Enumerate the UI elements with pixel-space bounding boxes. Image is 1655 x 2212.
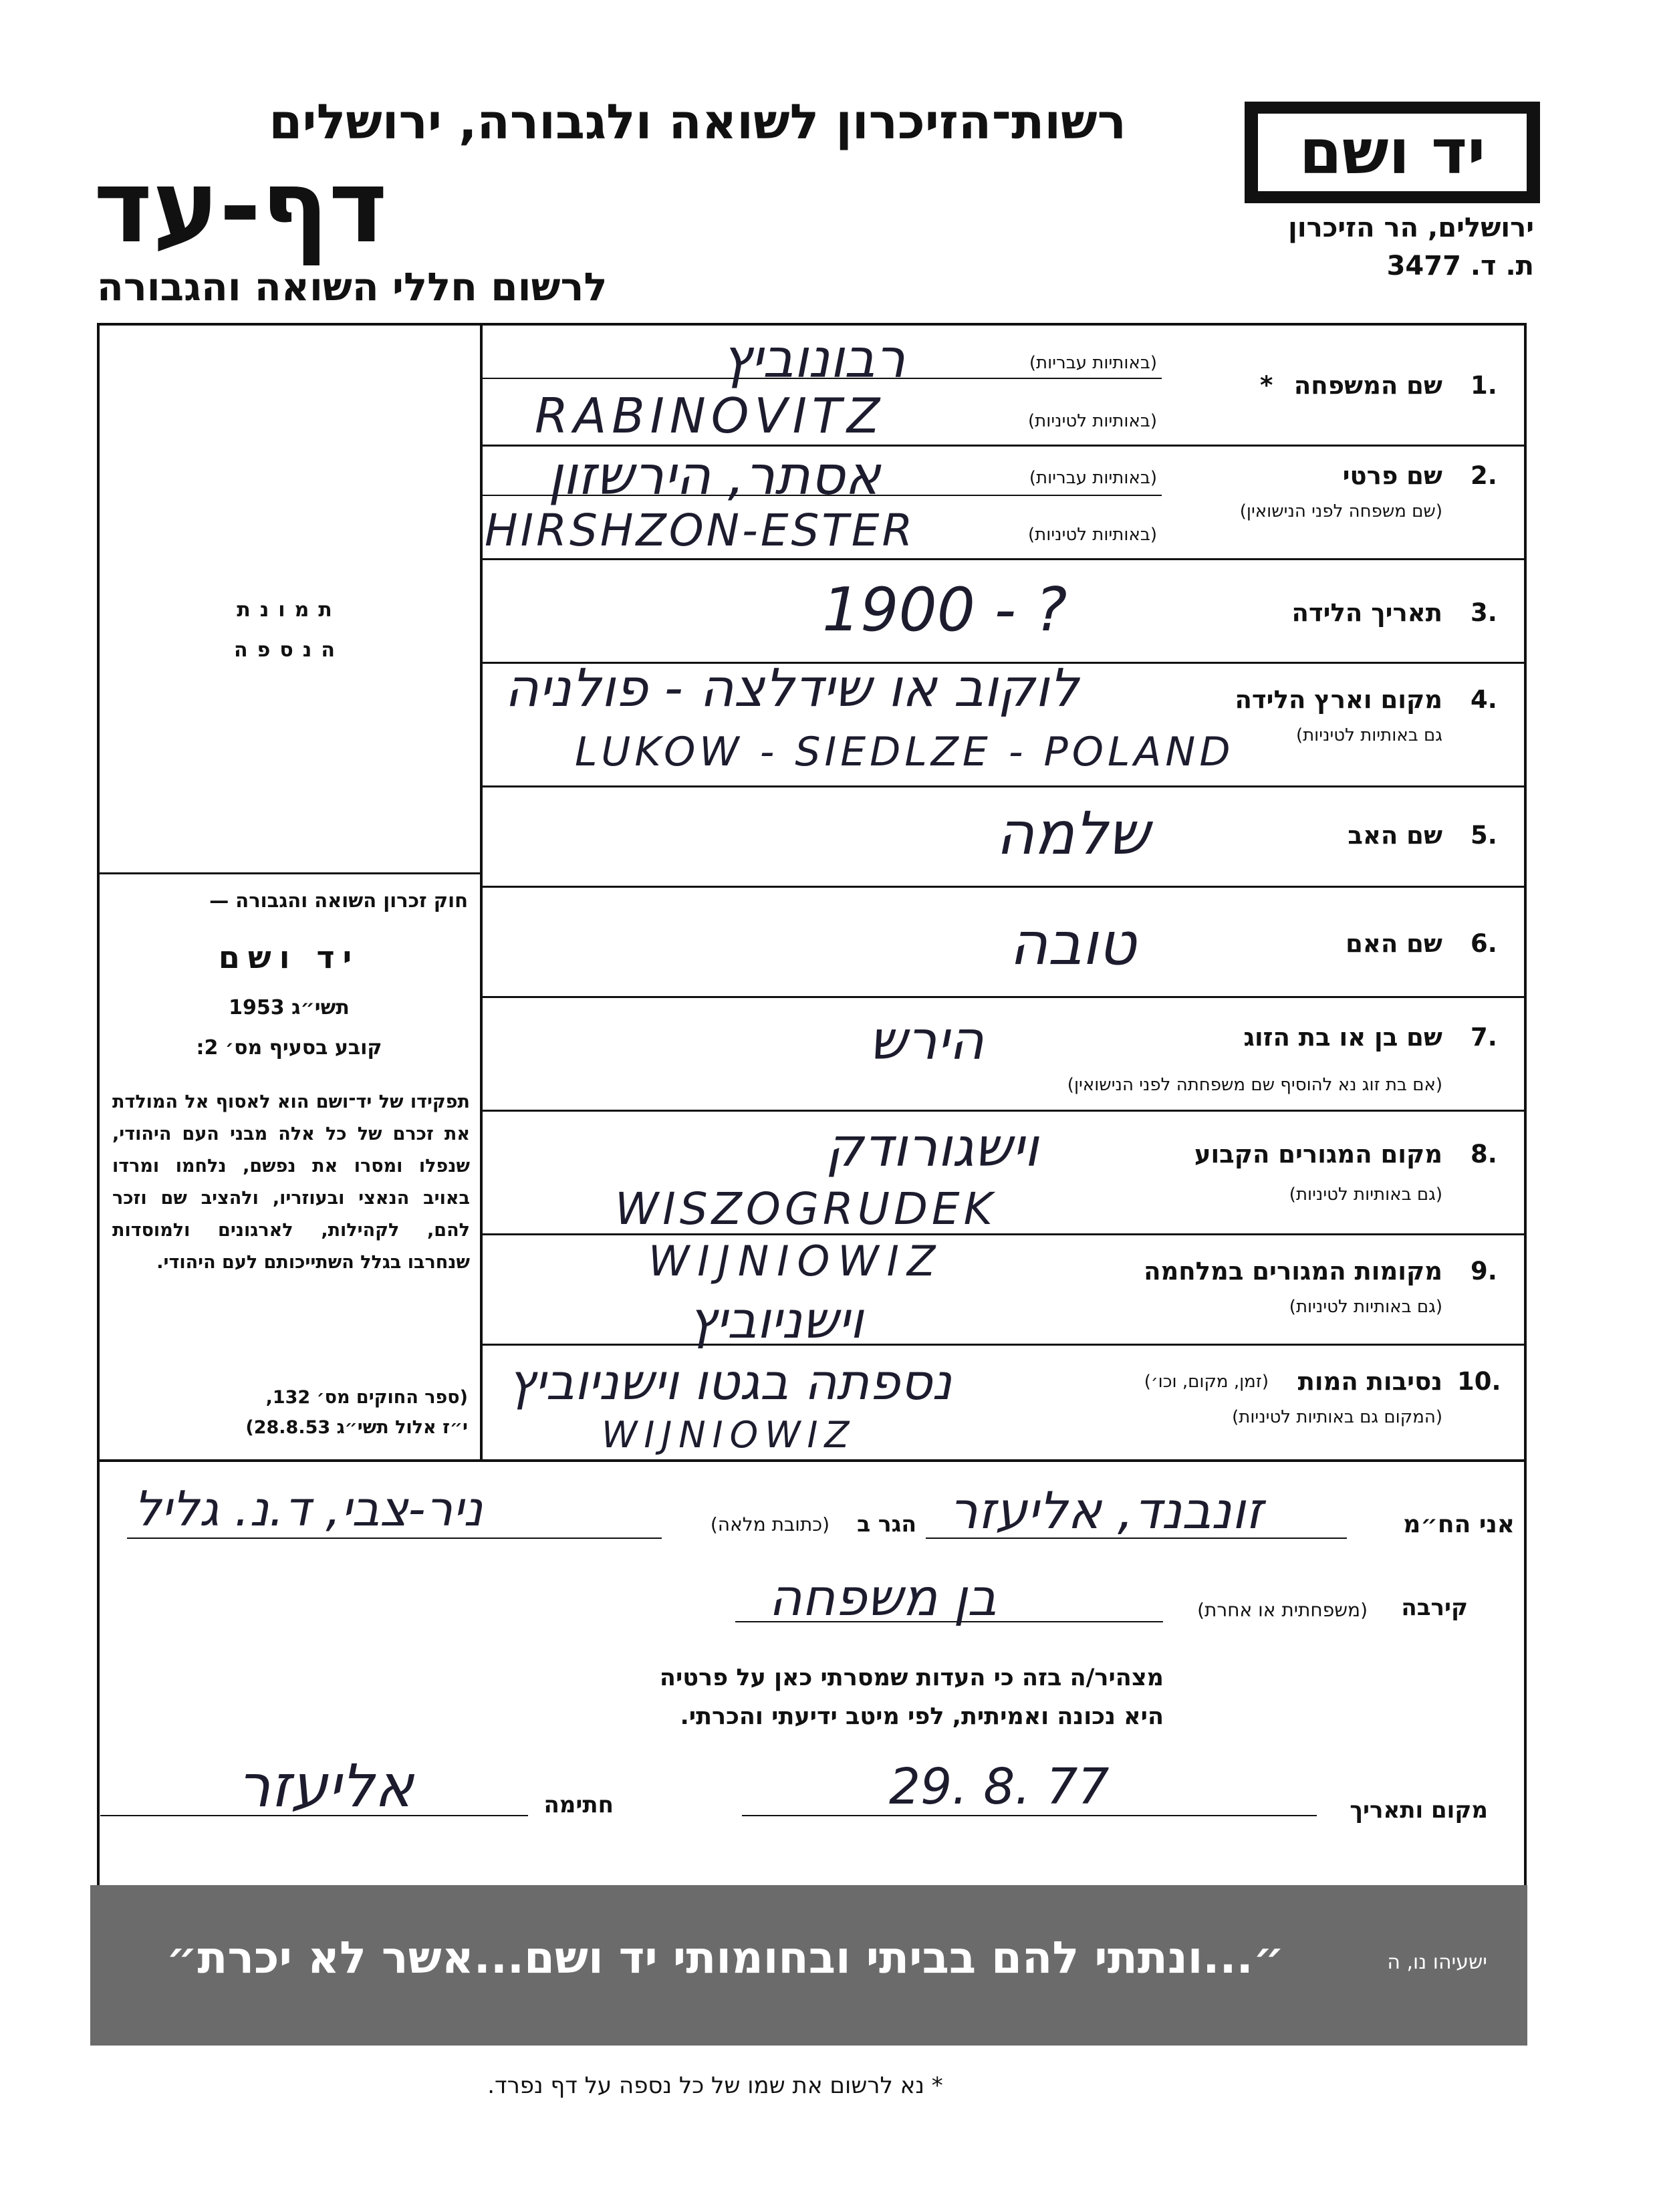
field-10-number: 10. xyxy=(1457,1367,1501,1396)
field-9-label: מקומות המגורים במלחמה xyxy=(1144,1257,1442,1285)
table-bottom-border xyxy=(97,1459,1527,1462)
field-2-sub-hebrew: (באותיות עבריות) xyxy=(1029,468,1157,488)
field-10-note: (המקום גם באותיות לטיניות) xyxy=(1232,1407,1442,1427)
place-date-label: מקום ותאריך xyxy=(1350,1797,1488,1824)
field-1-value-latin: RABINOVITZ xyxy=(535,388,886,444)
law-source-date: י״ז אלול תשי״ג 28.8.53) xyxy=(245,1417,468,1438)
declaration-statement-line1: מצהיר/ה בזה כי העדות שמסרתי כאן על פרטיה xyxy=(659,1665,1164,1691)
field-10-label-small: (זמן, מקום, וכו׳) xyxy=(1144,1372,1269,1392)
field-10-value-latin: WIJNIOWIZ xyxy=(602,1414,856,1456)
row-separator xyxy=(480,1110,1527,1112)
address-line: ירושלים, הר הזיכרון xyxy=(1288,213,1534,243)
row-separator xyxy=(480,558,1527,560)
law-source: (ספר החוקים מס׳ 132, xyxy=(265,1387,468,1408)
declarant-address-value: ניר-צבי, ד.נ. גליל xyxy=(134,1481,483,1537)
table-top-border xyxy=(97,323,1527,326)
footnote: * נא לרשום את שמו של כל נספה על דף נפרד. xyxy=(487,2072,943,2099)
field-9-value-latin: WIJNIOWIZ xyxy=(648,1237,944,1285)
law-section: קובע בסעיף מס׳ 2: xyxy=(196,1036,382,1060)
declaration-statement-line2: היא נכונה ואמיתית, לפי מיטב ידיעתי והכרתי. xyxy=(680,1703,1164,1730)
field-2-value-hebrew: אסתר, הירשזון xyxy=(548,445,881,507)
banner-quote: ״...ונתתי להם בביתי ובחומותי יד ושם...אשר לא יכרת״ xyxy=(166,1932,1285,1983)
field-1-label: שם המשפחה xyxy=(1293,371,1442,400)
table-right-border xyxy=(1524,323,1527,1459)
field-4-note: גם באותיות לטיניות) xyxy=(1295,725,1442,745)
field-2-value-latin: HIRSHZON-ESTER xyxy=(485,505,916,556)
field-8-value-latin: WISZOGRUDEK xyxy=(615,1183,997,1235)
declaration-i-label: אני הח״מ xyxy=(1403,1511,1515,1538)
field-10-label: נסיבות המות xyxy=(1297,1367,1442,1396)
field-8-label: מקום המגורים הקבוע xyxy=(1194,1140,1442,1169)
field-4-number: 4. xyxy=(1471,685,1497,714)
field-9-number: 9. xyxy=(1471,1257,1497,1285)
field-7-number: 7. xyxy=(1471,1023,1497,1052)
row-separator xyxy=(480,996,1527,998)
field-1-sub-latin: (באותיות לטיניות) xyxy=(1028,411,1157,431)
form-title: דף-עד xyxy=(94,149,388,265)
photo-label-line1: תמונת xyxy=(237,598,342,622)
field-7-label: שם בן או בת הזוג xyxy=(1243,1023,1442,1052)
field-1-sub-hebrew: (באותיות עבריות) xyxy=(1029,353,1157,373)
signature-value: אליעזר xyxy=(237,1751,414,1820)
table-left-border xyxy=(97,323,100,1459)
field-4-label: מקום וארץ הלידה xyxy=(1235,685,1442,714)
field-8-number: 8. xyxy=(1471,1140,1497,1169)
declaration-right-border xyxy=(1524,1461,1527,1888)
declaration-left-border xyxy=(97,1461,100,1888)
law-name: יד ושם xyxy=(218,939,360,975)
row-separator xyxy=(480,1344,1527,1346)
field-2-label: שם פרטי xyxy=(1342,461,1442,490)
photo-label-line2: הנספה xyxy=(234,638,344,662)
field-9-value-hebrew: וישניוביץ xyxy=(688,1290,864,1350)
logo-text: יד ושם xyxy=(1258,114,1527,191)
field-4-value-latin: LUKOW - SIEDLZE - POLAND xyxy=(575,729,1235,775)
field-5-label: שם האב xyxy=(1348,821,1442,850)
declaration-relation-note: (משפחתית או אחרת) xyxy=(1197,1599,1368,1621)
declarant-name-value: זונבנד, אליעזר xyxy=(949,1481,1263,1540)
field-7-value: הירש xyxy=(869,1009,984,1072)
field-5-number: 5. xyxy=(1471,821,1497,850)
field-2-number: 2. xyxy=(1471,461,1497,490)
field-6-label: שם האם xyxy=(1346,929,1442,958)
field-3-value: 1900 - ? xyxy=(822,575,1067,645)
law-year: תשי״ג 1953 xyxy=(229,996,350,1019)
declaration-relation-label: קירבה xyxy=(1401,1594,1468,1621)
law-body: תפקידו של יד־ושם הוא לאסוף אל המולדת את זכרם של כל אלה מבני העם היהודי, שנפלו ומסרו את נפשם, נלחמו ומרדו באויב הנאצי ובעוזריו, ולהציב שם וזכר להם, לקהילות, לארגונים ולמוסדות שנחרבו בגלל השתייכותם לעם היהודי. xyxy=(112,1092,470,1273)
yad-vashem-logo xyxy=(1245,102,1540,203)
field-2-sub-latin: (באותיות לטיניות) xyxy=(1028,525,1157,545)
field-10-value-hebrew: נספתה בגטו וישניוביץ xyxy=(508,1354,952,1411)
field-3-number: 3. xyxy=(1471,598,1497,627)
field-3-label: תאריך הלידה xyxy=(1291,598,1442,627)
field-7-note: (אם בת זוג נא להוסיף שם משפחתה לפני הנישואין) xyxy=(1067,1075,1442,1095)
declaration-resident-label: הגר ב xyxy=(857,1511,916,1537)
field-4-value-hebrew: לוקוב או שידלצה - פולניה xyxy=(505,658,1079,719)
field-9-note: (גם באותיות לטיניות) xyxy=(1289,1297,1442,1317)
po-box: ת. ד. 3477 xyxy=(1386,251,1534,281)
field-6-number: 6. xyxy=(1471,929,1497,958)
row-separator xyxy=(480,886,1527,888)
signature-label: חתימה xyxy=(543,1792,614,1818)
law-title: חוק זכרון השואה והגבורה — xyxy=(209,889,468,912)
field-1-star: * xyxy=(1260,371,1273,400)
field-1-number: 1. xyxy=(1471,371,1497,400)
banner-source: ישעיהו נו, ה xyxy=(1387,1951,1487,1974)
column-divider xyxy=(480,323,483,1459)
date-value: 29. 8. 77 xyxy=(889,1758,1110,1816)
field-8-value-hebrew: וישגורודק xyxy=(825,1116,1039,1179)
photo-box-bottom xyxy=(97,872,481,874)
authority-line: רשות־הזיכרון לשואה ולגבורה, ירושלים xyxy=(269,94,1126,150)
row-separator xyxy=(480,785,1527,787)
field-6-value: טובה xyxy=(1009,909,1136,978)
field-1-value-hebrew: רבונוביץ xyxy=(722,328,906,390)
field-8-note: (גם באותיות לטיניות) xyxy=(1289,1185,1442,1205)
field-2-note: (שם משפחה לפני הנישואין) xyxy=(1239,501,1442,521)
relation-value: בן משפחה xyxy=(769,1568,997,1627)
address-underline xyxy=(127,1538,662,1539)
form-subtitle: לרשום חללי השואה והגבורה xyxy=(97,264,608,310)
field-5-value: שלמה xyxy=(996,799,1150,868)
declaration-address-note: (כתובת מלאה) xyxy=(710,1513,830,1535)
quote-banner xyxy=(90,1885,1527,2046)
